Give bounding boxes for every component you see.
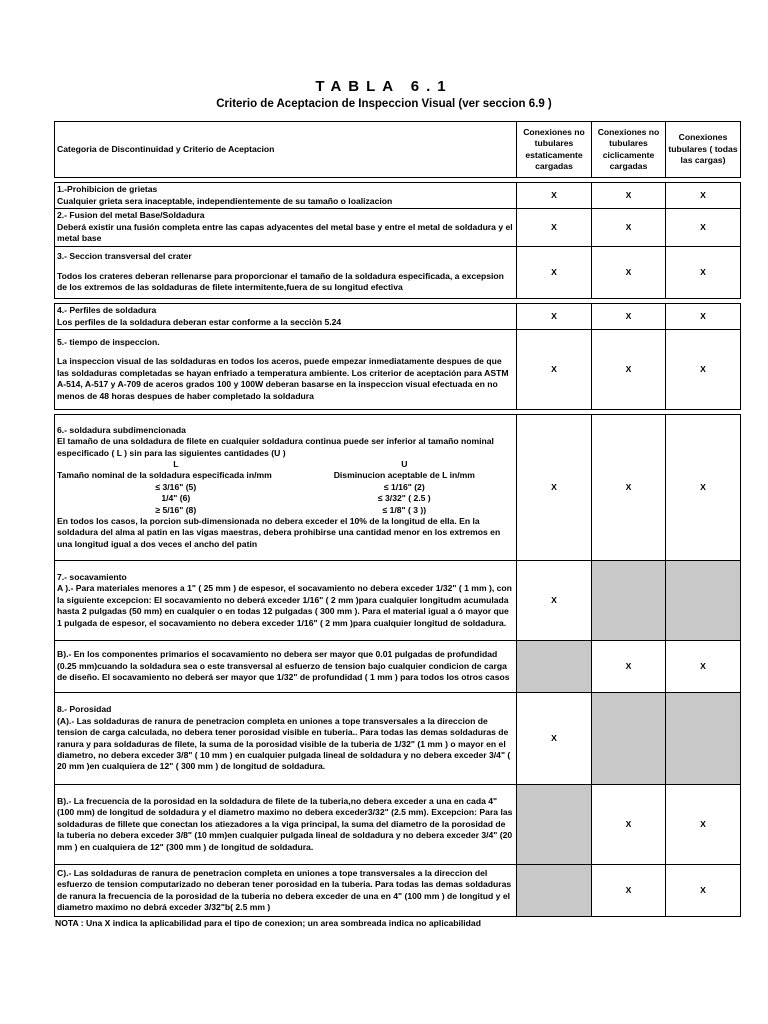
row-3-mark-cyclic: X — [592, 247, 666, 299]
row-4-mark-cyclic: X — [592, 304, 666, 330]
row-8b-text: B).- La frecuencia de la porosidad en la soldadura de filete de la tuberia,no debera exceder a una en cada 4" (100 mm) de longitud de soldadura y el diametro maximo no debera exceder3/32" (2.5 mm). Excepcion: Para las soldaduras de fillete que conectan los atiezadores a la viga principal, la suma del diametro de la porosidad de la tuberia no debera exceder 3/8" (10 mm)en cualquier pulgada lineal de soldadura y no debera exceder 3/4" (20 mm ) en cualquiera de 12" (300 mm ) de longitud de soldadura. — [57, 795, 513, 852]
row-7b-mark-tubular: X — [666, 641, 741, 693]
row-4-title: 4.- Perfiles de soldadura — [57, 305, 157, 316]
row-6-title: 6.- soldadura subdimencionada — [57, 424, 186, 435]
row-2-title: 2.- Fusion del metal Base/Soldadura — [57, 210, 205, 221]
table-row — [55, 785, 741, 865]
row-2-criteria — [55, 209, 517, 247]
row-6-letter-l: L — [173, 458, 179, 469]
row-5-title: 5.- tiempo de inspeccion. — [57, 336, 160, 347]
row-1-title: 1.-Prohibicion de grietas — [57, 184, 158, 195]
row-7b-criteria — [55, 641, 517, 693]
row-8a-shaded-cyclic — [592, 693, 666, 785]
row-3-mark-tubular: X — [666, 247, 741, 299]
table-row — [55, 415, 741, 561]
row-5-text: La inspeccion visual de las soldaduras en todos los aceros, puede empezar inmediatamente despues de que las soldaduras completadas se hayan enfriado a temperatura ambiente. Los criterior de aceptación para ASTM A-514, A-517 y A-709 de aceros grados 100 y 100W deberan basarse en la inspeccion visual efectuada en no menos de 48 horas despues de haber completado la soldadura — [57, 356, 509, 401]
row-6-tail: En todos los casos, la porcion sub-dimensionada no debera exceder el 10% de la longitud de ella. En la soldadura del alma al patin en las vigas maestras, debera prohibirse una cantidad menor en los extremos en una longitud igual a dos veces el ancho del patin — [57, 516, 501, 549]
row-7b-text: B).- En los componentes primarios el socavamiento no debera ser mayor que 0.01 pulgadas de profundidad (0.25 mm)cuando la soldadura sea o este transversal al esfuerzo de tension bajo cualquier condicion de carga de diseño. El socavamiento no deberá ser mayor que 1/32" de profundidad ( 1 mm ) para todos los otros casos — [57, 649, 510, 683]
row-6-pair — [57, 493, 514, 504]
row-6-text: El tamaño de una soldadura de filete en cualquier soldadura continua puede ser inferior al tamaño nominal especificado ( L ) sin para las siguientes cantidades (U ) — [57, 436, 494, 458]
row-8c-criteria — [55, 865, 517, 917]
row-4-criteria — [55, 304, 517, 330]
header-col-tubular: Conexiones tubulares ( todas las cargas) — [666, 122, 741, 178]
table-row — [55, 209, 741, 247]
row-8b-shaded-static — [517, 785, 592, 865]
row-2-mark-tubular: X — [666, 209, 741, 247]
row-1-text: Cualquier grieta sera inaceptable, independientemente de su tamaño o loalizacion — [57, 195, 393, 206]
row-7a-mark-static: X — [517, 561, 592, 641]
row-3-mark-static: X — [517, 247, 592, 299]
acceptance-criteria-table — [54, 121, 741, 917]
row-5-criteria — [55, 330, 517, 410]
footnote: NOTA : Una X indica la aplicabilidad para el tipo de conexion; un area sombreada indica no aplicabilidad — [55, 918, 481, 928]
row-7b-shaded-static — [517, 641, 592, 693]
row-6-pair — [57, 505, 514, 516]
row-7-title: 7.- socavamiento — [57, 571, 127, 582]
header-col-static: Conexiones no tubulares estaticamente cargadas — [517, 122, 592, 178]
table-row — [55, 183, 741, 209]
row-7b-mark-cyclic: X — [592, 641, 666, 693]
table-row — [55, 330, 741, 410]
table-row — [55, 693, 741, 785]
row-8c-mark-tubular: X — [666, 865, 741, 917]
row-6-mark-cyclic: X — [592, 415, 666, 561]
header-col-cyclic: Conexiones no tubulares ciclicamente cargadas — [592, 122, 666, 178]
table-title: TABLA 6.1 — [315, 78, 453, 95]
row-4-text: Los perfiles de la soldadura deberan estar conforme a la secciòn 5.24 — [57, 316, 342, 327]
row-2-mark-cyclic: X — [592, 209, 666, 247]
table-row — [55, 865, 741, 917]
row-6-mark-static: X — [517, 415, 592, 561]
row-1-mark-static: X — [517, 183, 592, 209]
row-6-col-left: Tamaño nominal de la soldadura especificada in/mm — [57, 470, 272, 481]
row-3-title: 3.- Seccion transversal del crater — [57, 251, 192, 262]
row-7a-text: A ).- Para materiales menores a 1" ( 25 mm ) de espesor, el socavamiento no debera exceder 1/32" ( 1 mm ), con la siguiente excepcion: El socavamiento no deberá exceder 1/16" ( 2 mm )para cualquier longitudm acumulada hasta 2 pulgadas (50 mm) en cualquier o en todas 12 pulgadas ( 300 mm ). Para el material igual a ó mayor que 1 pulgada de espesor, el socavamiento no debera exceder 1/16" ( 2 mm )para cualquier longitud de soldadura. — [57, 583, 512, 628]
row-8a-criteria — [55, 693, 517, 785]
row-3-text: Todos los crateres deberan rellenarse para proporcionar el tamaño de la soldadura especificada, a excepsion de los extremos de las soldaduras de filete intermitente,fuera de su longitud efectiva — [57, 270, 504, 293]
row-4-mark-static: X — [517, 304, 592, 330]
header-category: Categoria de Discontinuidad y Criterio de Aceptacion — [55, 122, 517, 178]
row-8a-text: (A).- Las soldaduras de ranura de penetracion completa en uniones a tope transversales a la direccion de tension de carga calculada, no debera tener porosidad visible en tuberia.. Para todas las demas soldaduras de ranura y para soldaduras de filete, la suma de la porosidad visible de la tuberia de 1/32" (1 mm ) o mayor en el diametro, no debera exceder 3/8" ( 10 mm ) en cualquier pulgada lineal de soldadura y no debera exceder 3/4" ( 20 mm )en cualquiera de 12" ( 300 mm ) de longitud de soldadura. — [57, 715, 511, 772]
row-6-pair — [57, 482, 514, 493]
row-8c-mark-cyclic: X — [592, 865, 666, 917]
row-2-mark-static: X — [517, 209, 592, 247]
row-8-title: 8.- Porosidad — [57, 704, 112, 715]
row-8c-shaded-static — [517, 865, 592, 917]
row-6-size: ≤ 3/16" (5) — [155, 481, 197, 492]
row-1-mark-cyclic: X — [592, 183, 666, 209]
row-4-mark-tubular: X — [666, 304, 741, 330]
row-5-mark-tubular: X — [666, 330, 741, 410]
table-row — [55, 641, 741, 693]
row-7a-criteria — [55, 561, 517, 641]
row-8a-mark-static: X — [517, 693, 592, 785]
row-7a-shaded-tubular — [666, 561, 741, 641]
row-6-mark-tubular: X — [666, 415, 741, 561]
row-8b-criteria — [55, 785, 517, 865]
row-6-reduction: ≤ 1/8" ( 3 )) — [382, 504, 427, 515]
row-3-criteria — [55, 247, 517, 299]
row-7a-shaded-cyclic — [592, 561, 666, 641]
table-row — [55, 304, 741, 330]
row-5-mark-static: X — [517, 330, 592, 410]
row-1-mark-tubular: X — [666, 183, 741, 209]
row-8c-text: C).- Las soldaduras de ranura de penetracion completa en uniones a tope transversales a la direccion del esfuerzo de tension computarizado no deberan tener porosidad en la tuberia. Para todas las demas soldaduras de ranura la frecuencia de la porosidad de la tuberia no debera exceder de una en 4" (100 mm ) de longitud y el diametro maximo no debrá exceder 3/32"b( 2.5 mm ) — [57, 867, 512, 912]
row-8b-mark-cyclic: X — [592, 785, 666, 865]
row-6-reduction: ≤ 3/32" ( 2.5 ) — [377, 493, 431, 504]
table-subtitle: Criterio de Aceptacion de Inspeccion Visual (ver seccion 6.9 ) — [216, 98, 552, 110]
row-6-letters — [57, 459, 514, 470]
row-1-criteria — [55, 183, 517, 209]
row-6-reduction: ≤ 1/16" (2) — [383, 481, 425, 492]
row-6-criteria — [55, 415, 517, 561]
row-6-size: ≥ 5/16" (8) — [155, 504, 197, 515]
row-6-col-right: Disminucion aceptable de L in/mm — [333, 470, 475, 481]
row-8b-mark-tubular: X — [666, 785, 741, 865]
row-6-col-headings — [57, 470, 514, 481]
row-5-mark-cyclic: X — [592, 330, 666, 410]
row-6-size: 1/4" (6) — [161, 493, 191, 504]
row-6-letter-u: U — [401, 458, 408, 469]
row-8a-shaded-tubular — [666, 693, 741, 785]
table-row — [55, 561, 741, 641]
table-row — [55, 247, 741, 299]
row-2-text: Deberá existir una fusión completa entre las capas adyacentes del metal base y entre el metal de soldadura y el metal base — [57, 221, 513, 244]
header-row — [55, 122, 741, 178]
